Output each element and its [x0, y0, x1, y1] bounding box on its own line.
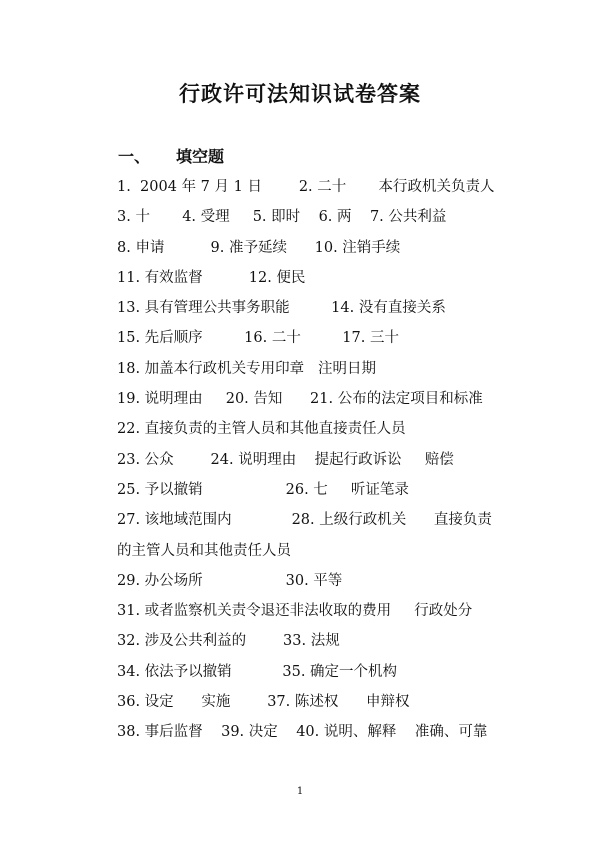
answer-line: 22. 直接负责的主管人员和其他直接责任人员 [117, 421, 406, 438]
answer-line: 25. 予以撤销 26. 七 听证笔录 [117, 481, 409, 498]
document-title: 行政许可法知识试卷答案 [179, 81, 421, 106]
answer-line: 31. 或者监察机关责令退还非法收取的费用 行政处分 [117, 603, 473, 620]
answer-line: 32. 涉及公共利益的 33. 法规 [117, 633, 340, 650]
answer-line: 8. 申请 9. 准予延续 10. 注销手续 [117, 239, 401, 256]
answer-line: 29. 办公场所 30. 平等 [117, 572, 343, 589]
answer-list [117, 172, 517, 748]
answer-line: 13. 具有管理公共事务职能 14. 没有直接关系 [117, 300, 446, 317]
answer-line: 38. 事后监督 39. 决定 40. 说明、解释 准确、可靠 [117, 724, 488, 741]
section-number: 一、 [118, 147, 151, 166]
answer-line: 3. 十 4. 受理 5. 即时 6. 两 7. 公共利益 [117, 209, 447, 226]
answer-line: 1. 2004 年 7 月 1 日 2. 二十 本行政机关负责人 [117, 179, 495, 195]
section-heading [118, 144, 224, 167]
answer-line: 23. 公众 24. 说明理由 提起行政诉讼 赔偿 [117, 451, 454, 468]
section-label: 填空题 [176, 147, 225, 166]
page-number: 1 [296, 786, 304, 797]
answer-line: 27. 该地域范围内 28. 上级行政机关 直接负责 [117, 512, 492, 529]
answer-line: 34. 依法予以撤销 35. 确定一个机构 [117, 663, 398, 680]
answer-line: 36. 设定 实施 37. 陈述权 申辩权 [117, 694, 410, 711]
answer-line: 15. 先后顺序 16. 二十 17. 三十 [117, 330, 399, 347]
answer-line: 19. 说明理由 20. 告知 21. 公布的法定项目和标准 [117, 391, 483, 408]
answer-line: 11. 有效监督 12. 便民 [117, 269, 306, 286]
answer-line: 18. 加盖本行政机关专用印章 注明日期 [117, 360, 376, 377]
answer-line: 的主管人员和其他责任人员 [117, 542, 291, 559]
